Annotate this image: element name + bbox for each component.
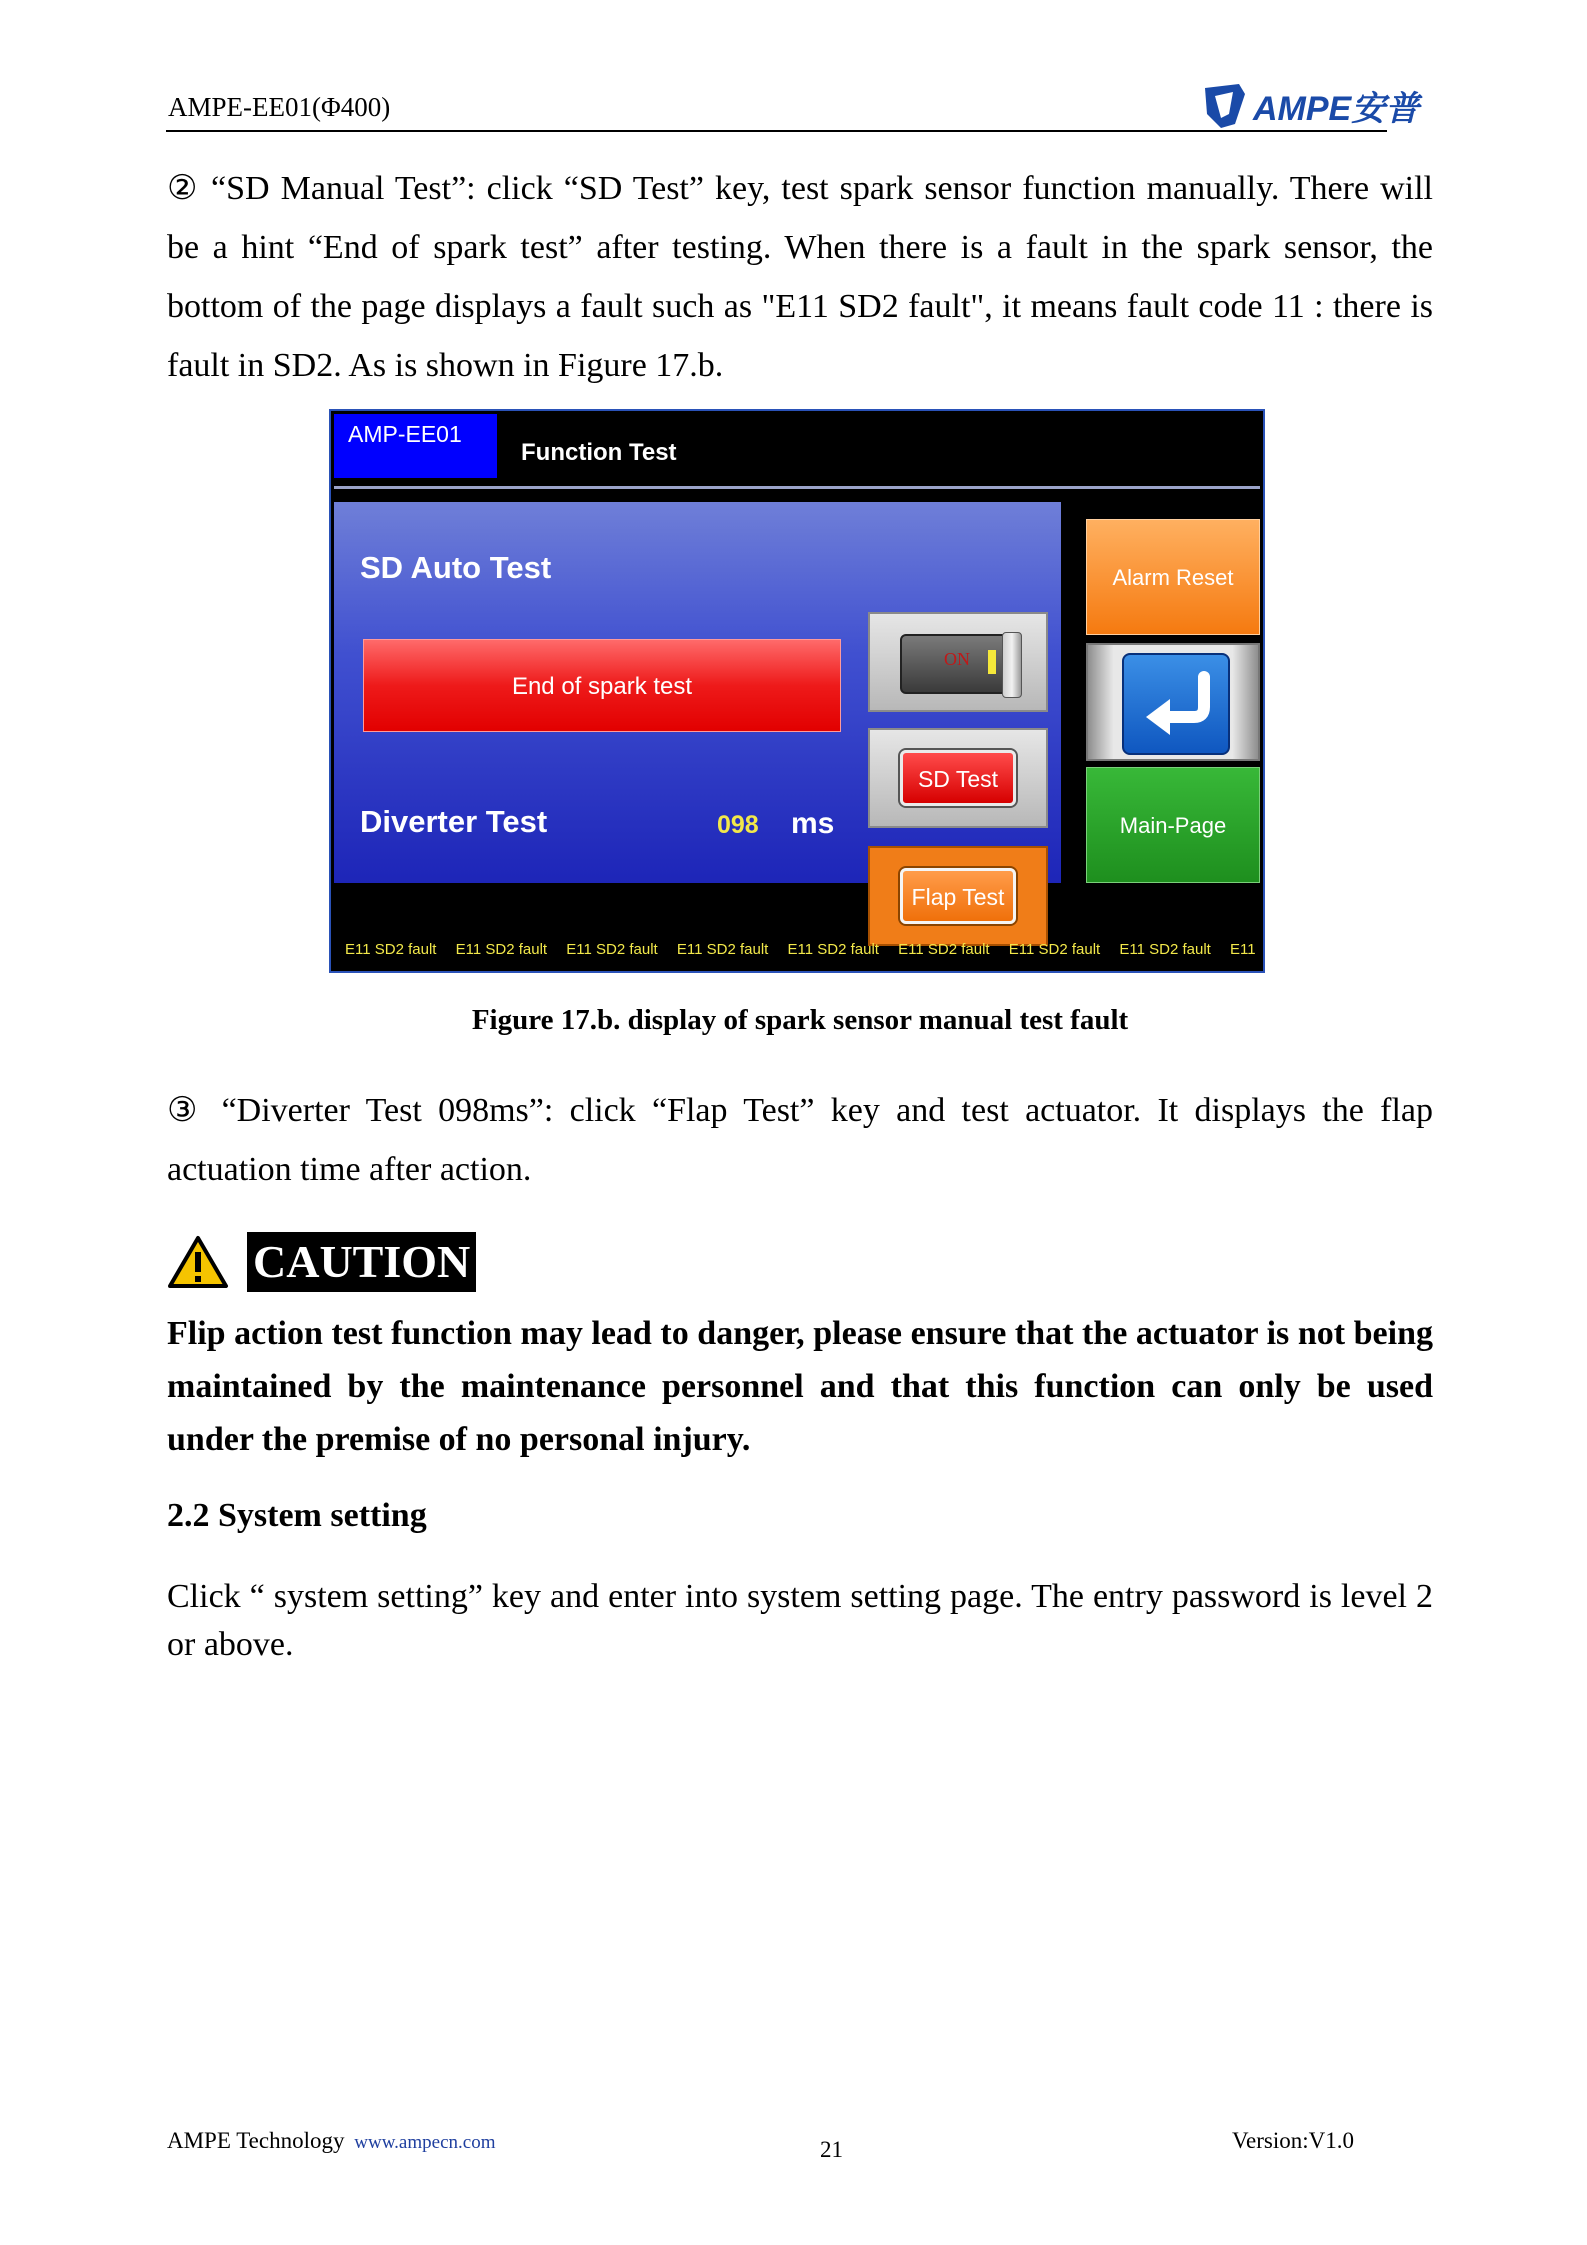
caution-label: CAUTION	[247, 1232, 476, 1292]
caution-text: Flip action test function may lead to danger, please ensure that the actuator is not being maintained by the maintenance personnel and that this function can only be used under the premise of no personal injury.	[167, 1315, 1433, 1458]
paragraph-system-setting: Click “ system setting” key and enter into system setting page. The entry password is level 2 or above.	[167, 1578, 1433, 1663]
test-panel	[334, 502, 1061, 910]
company-url[interactable]: www.ampecn.com	[354, 2132, 496, 2153]
hmi-divider	[334, 486, 1260, 489]
sd-test-button-frame[interactable]	[868, 728, 1048, 828]
return-button[interactable]	[1086, 643, 1260, 761]
sd-test-button[interactable]: SD Test	[900, 750, 1016, 806]
fault-item: E11 SD2 fault	[455, 941, 548, 958]
main-page-button[interactable]: Main-Page	[1086, 767, 1260, 883]
toggle-indicator-icon	[988, 650, 996, 674]
fault-item: E11 SD2 fault	[345, 941, 437, 958]
page-number: 21	[820, 2137, 843, 2162]
warning-triangle-icon	[167, 1235, 229, 1289]
ampe-logo	[1199, 80, 1429, 132]
company-name: AMPE Technology	[167, 2128, 345, 2153]
paragraph-diverter-test: ③ “Diverter Test 098ms”: click “Flap Test” key and test actuator. It displays the flap actuation time after action.	[167, 1092, 1433, 1188]
fault-item: E11 SD2 fault	[787, 941, 879, 958]
flap-test-button[interactable]: Flap Test	[900, 868, 1016, 924]
hmi-screenshot	[331, 411, 1263, 971]
paragraph-sd-manual-test: ② “SD Manual Test”: click “SD Test” key, test spark sensor function manually. There will be a hint “End of spark test” after testing. When there is a fault in the spark sensor, the bottom of the page displays a fault such as "E11 SD2 fault", it means fault code 11 : there is fault in SD2. As is shown in Figure 17.b.	[167, 170, 1433, 384]
footer-company	[167, 2128, 495, 2154]
hmi-brand-label: AMP-EE01	[334, 414, 497, 478]
fault-item: E11	[1230, 941, 1256, 958]
fault-item: E11 SD2 fault	[566, 941, 658, 958]
version-label: Version:V1.0	[1232, 2128, 1355, 2153]
svg-text:AMPE安普: AMPE安普	[1253, 90, 1420, 128]
flap-test-button-frame[interactable]	[868, 846, 1048, 946]
diverter-time-value: 098	[717, 811, 759, 839]
fault-item: E11 SD2 fault	[676, 941, 769, 958]
fault-item: E11 SD2 fault	[898, 941, 990, 958]
return-arrow-icon	[1122, 653, 1230, 755]
return-arrow-icon-graphic	[1124, 655, 1228, 753]
hmi-page-title: Function Test	[521, 439, 677, 466]
toggle-switch[interactable]	[900, 634, 1020, 694]
spark-test-status-bar: End of spark test	[363, 639, 841, 732]
header-rule	[166, 130, 1387, 132]
diverter-time-unit: ms	[791, 807, 835, 840]
toggle-knob	[1002, 632, 1022, 698]
sd-auto-toggle-button[interactable]	[868, 612, 1048, 712]
section-heading: 2.2 System setting	[167, 1497, 427, 1534]
document-id: AMPE-EE01(Φ400)	[168, 92, 391, 122]
toggle-on-label: ON	[944, 649, 970, 669]
fault-item: E11 SD2 fault	[1008, 941, 1101, 958]
figure-caption: Figure 17.b. display of spark sensor manual test fault	[471, 1004, 1129, 1036]
fault-item: E11 SD2 fault	[1119, 941, 1211, 958]
alarm-reset-button[interactable]: Alarm Reset	[1086, 519, 1260, 635]
diverter-test-label: Diverter Test	[360, 804, 548, 839]
fault-message-strip	[345, 941, 1259, 958]
sd-auto-test-label: SD Auto Test	[360, 550, 552, 585]
